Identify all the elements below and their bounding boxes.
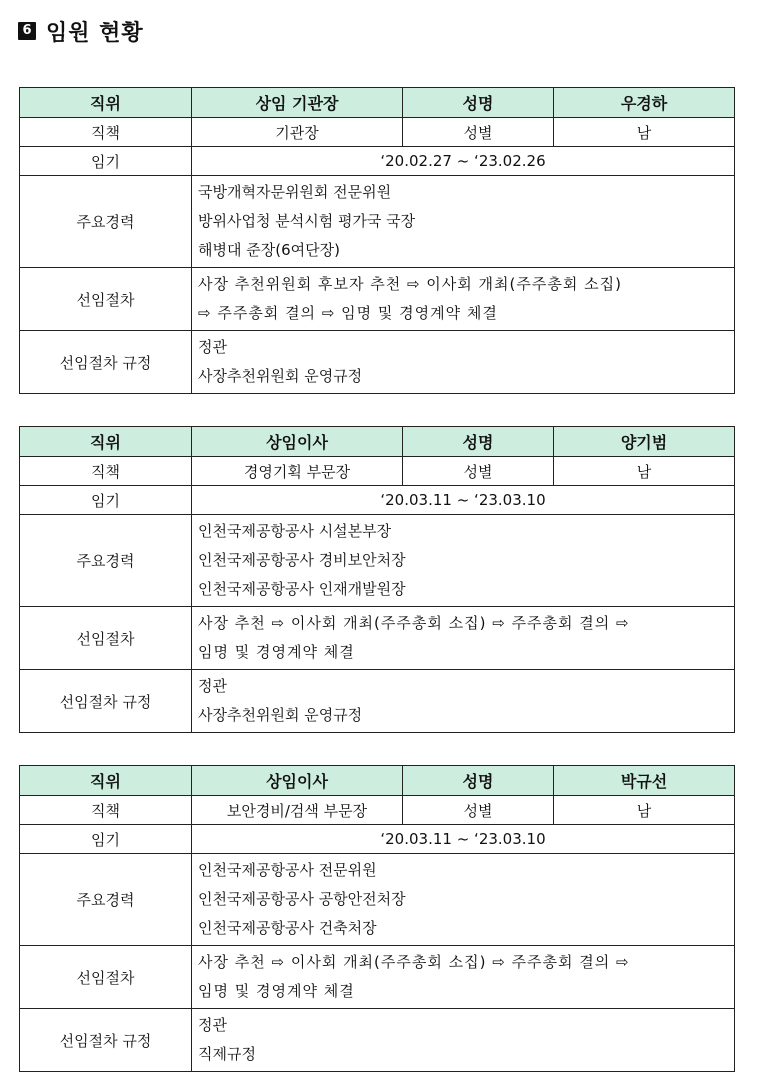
rule-label: 선임절차 규정 <box>20 1009 192 1072</box>
executive-table-2 <box>19 426 735 733</box>
gender-value: 남 <box>554 457 735 486</box>
title-value: 경영기획 부문장 <box>192 457 403 486</box>
name-value: 박규선 <box>554 766 735 796</box>
career-item: 인천국제공항공사 인재개발원장 <box>198 580 406 598</box>
executive-table-3 <box>19 765 735 1072</box>
procedure-row <box>20 946 735 1009</box>
title-value: 보안경비/검색 부문장 <box>192 796 403 825</box>
name-value: 우경하 <box>554 88 735 118</box>
procedure-line: 사장 추천 ⇨ 이사회 개최(주주총회 소집) ⇨ 주주총회 결의 ⇨ <box>198 953 630 971</box>
procedure-line: ⇨ 주주총회 결의 ⇨ 임명 및 경영계약 체결 <box>198 304 498 322</box>
term-label: 임기 <box>20 825 192 854</box>
rule-item: 사장추천위원회 운영규정 <box>198 706 363 724</box>
position-label: 직위 <box>20 88 192 118</box>
header-row <box>20 427 735 457</box>
procedure-row <box>20 268 735 331</box>
term-row <box>20 486 735 515</box>
career-row <box>20 176 735 268</box>
procedure-label: 선임절차 <box>20 268 192 331</box>
name-label: 성명 <box>403 766 554 796</box>
career-row <box>20 854 735 946</box>
title-row <box>20 457 735 486</box>
term-value: ‘20.02.27 ~ ‘23.02.26 <box>192 147 735 176</box>
header-row <box>20 766 735 796</box>
name-label: 성명 <box>403 427 554 457</box>
procedure-line: 임명 및 경영계약 체결 <box>198 982 355 1000</box>
procedure-label: 선임절차 <box>20 607 192 670</box>
rule-list <box>192 331 735 394</box>
position-value: 상임 기관장 <box>192 88 403 118</box>
term-value: ‘20.03.11 ~ ‘23.03.10 <box>192 825 735 854</box>
career-list <box>192 854 735 946</box>
title-row <box>20 118 735 147</box>
gender-label: 성별 <box>403 796 554 825</box>
rule-list <box>192 670 735 733</box>
term-label: 임기 <box>20 147 192 176</box>
title-label: 직책 <box>20 796 192 825</box>
career-list <box>192 176 735 268</box>
position-value: 상임이사 <box>192 766 403 796</box>
rule-item: 직제규정 <box>198 1045 256 1063</box>
career-row <box>20 515 735 607</box>
career-item: 해병대 준장(6여단장) <box>198 241 340 259</box>
career-item: 인천국제공항공사 전문위원 <box>198 861 377 879</box>
rule-item: 정관 <box>198 677 227 695</box>
procedure-row <box>20 607 735 670</box>
procedure-line: 임명 및 경영계약 체결 <box>198 643 355 661</box>
rule-item: 정관 <box>198 1016 227 1034</box>
procedure-line: 사장 추천 ⇨ 이사회 개최(주주총회 소집) ⇨ 주주총회 결의 ⇨ <box>198 614 630 632</box>
gender-label: 성별 <box>403 457 554 486</box>
procedure-text <box>192 607 735 670</box>
title-row <box>20 796 735 825</box>
position-value: 상임이사 <box>192 427 403 457</box>
name-label: 성명 <box>403 88 554 118</box>
career-item: 인천국제공항공사 공항안전처장 <box>198 890 406 908</box>
position-label: 직위 <box>20 427 192 457</box>
title-label: 직책 <box>20 457 192 486</box>
procedure-text <box>192 268 735 331</box>
term-label: 임기 <box>20 486 192 515</box>
header-row <box>20 88 735 118</box>
section-title <box>18 14 144 48</box>
term-row <box>20 825 735 854</box>
procedure-text <box>192 946 735 1009</box>
term-row <box>20 147 735 176</box>
career-item: 국방개혁자문위원회 전문위원 <box>198 183 392 201</box>
rule-row <box>20 331 735 394</box>
rule-item: 정관 <box>198 338 227 356</box>
executive-table-1 <box>19 87 735 394</box>
career-list <box>192 515 735 607</box>
career-item: 인천국제공항공사 경비보안처장 <box>198 551 406 569</box>
title-value: 기관장 <box>192 118 403 147</box>
career-item: 인천국제공항공사 시설본부장 <box>198 522 392 540</box>
career-item: 방위사업청 분석시험 평가국 국장 <box>198 212 416 230</box>
gender-value: 남 <box>554 118 735 147</box>
title-label: 직책 <box>20 118 192 147</box>
rule-row <box>20 1009 735 1072</box>
section-number-badge: 6 <box>18 22 36 40</box>
name-value: 양기범 <box>554 427 735 457</box>
gender-label: 성별 <box>403 118 554 147</box>
term-value: ‘20.03.11 ~ ‘23.03.10 <box>192 486 735 515</box>
procedure-line: 사장 추천위원회 후보자 추천 ⇨ 이사회 개최(주주총회 소집) <box>198 275 622 293</box>
rule-label: 선임절차 규정 <box>20 670 192 733</box>
career-label: 주요경력 <box>20 854 192 946</box>
procedure-label: 선임절차 <box>20 946 192 1009</box>
section-title-text: 임원 현황 <box>46 20 144 46</box>
career-label: 주요경력 <box>20 176 192 268</box>
rule-label: 선임절차 규정 <box>20 331 192 394</box>
gender-value: 남 <box>554 796 735 825</box>
rule-list <box>192 1009 735 1072</box>
career-label: 주요경력 <box>20 515 192 607</box>
rule-row <box>20 670 735 733</box>
career-item: 인천국제공항공사 건축처장 <box>198 919 377 937</box>
rule-item: 사장추천위원회 운영규정 <box>198 367 363 385</box>
position-label: 직위 <box>20 766 192 796</box>
